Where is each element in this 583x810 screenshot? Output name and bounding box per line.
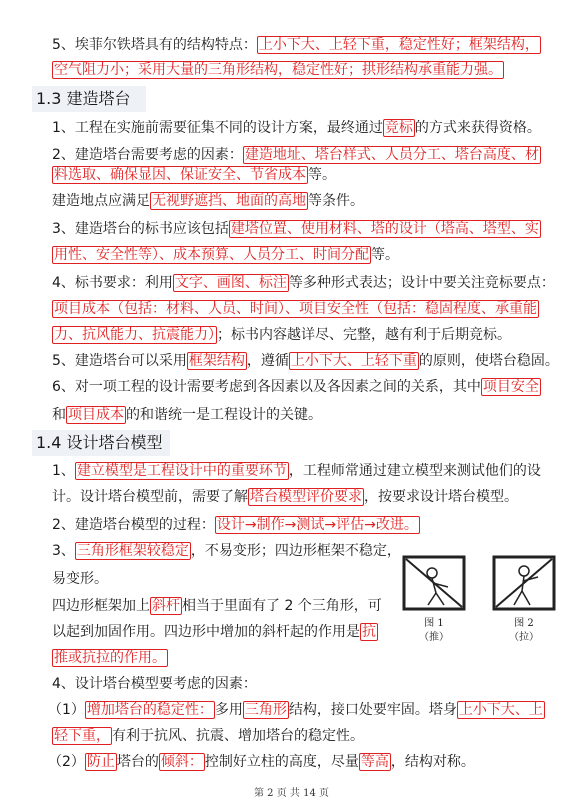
highlight: 项目成本（包括：材料、人员、时间）、项目安全性（包括：稳固程度、承重能 (54, 301, 537, 317)
text: 多用 (214, 702, 243, 718)
paragraph-line (48, 697, 545, 723)
highlight: 抗 (362, 624, 376, 640)
text: 结构，接口处要牢固。塔身 (288, 702, 457, 718)
highlight: 等高 (360, 754, 389, 770)
highlight: 设计→制作→测试→评估→改进。 (216, 517, 418, 533)
paragraph-line (52, 374, 541, 400)
highlight: 斜杆 (152, 598, 180, 614)
paragraph-line (52, 32, 541, 58)
paragraph-line (52, 162, 336, 188)
text: 1、工程在实施前需要征集不同的设计方案，最终通过 (52, 120, 383, 136)
paragraph-line (52, 484, 518, 510)
text: 有利于抗风、抗震、增加塔台的稳定性。 (112, 728, 364, 744)
text: ，遵循 (246, 353, 289, 369)
paragraph-line (52, 57, 504, 83)
text: ，工程师常通过建立模型来测试他们的设 (288, 463, 541, 479)
paragraph-line (52, 619, 378, 645)
paragraph-line (48, 749, 475, 775)
text: 4、标书要求：利用 (52, 275, 173, 291)
paragraph-line (52, 216, 541, 242)
paragraph-line (52, 242, 399, 268)
figure-caption: 图 2 (514, 618, 534, 629)
text: 等。 (308, 167, 336, 183)
text: 5、建造塔台可以采用 (52, 353, 187, 369)
text: 等条件。 (308, 193, 364, 209)
section-heading: 1.3 建造塔台 (32, 86, 146, 112)
text: 易变形。 (52, 571, 108, 587)
text: 1、 (52, 463, 75, 479)
highlight: 轻下重， (54, 728, 110, 744)
text: 等多种形式表达；设计中要关注竞标要点： (288, 275, 555, 291)
highlight: 建立模型是工程设计中的重要环节 (76, 463, 287, 479)
text: 塔台的 (116, 754, 159, 770)
paragraph-line (52, 538, 401, 564)
highlight: 三角形框架较稳定 (76, 543, 189, 559)
highlight: 上小下大、上轻下重 (290, 353, 417, 369)
text: 2、建造塔台模型的过程： (52, 517, 215, 533)
text: 4、设计塔台模型要考虑的因素： (52, 676, 257, 692)
text: ；标书内容越详尽、完整，越有利于后期竞标。 (217, 327, 511, 343)
highlight: 文字、画图、标注 (174, 275, 287, 291)
text: （1） (48, 702, 85, 718)
text: 以起到加固作用。四边形中增加的斜杆起的作用是 (52, 624, 360, 640)
text: 相当于里面有了 2 个三角形，可 (182, 598, 382, 614)
paragraph-line (52, 270, 555, 296)
highlight: 倾斜： (160, 754, 203, 770)
highlight: 力、抗风能力、抗震能力） (54, 327, 215, 343)
highlight: 塔台模型评价要求 (250, 489, 362, 505)
text: ，按要求设计塔台模型。 (364, 489, 518, 505)
highlight: 上小下大、上轻下重，稳定性好；框架结构， (258, 37, 539, 53)
figure-caption: （推） (419, 632, 449, 643)
paragraph-line (52, 115, 541, 141)
text: 和 (52, 407, 66, 423)
highlight: 建造地址、塔台样式、人员分工、塔台高度、材 (244, 147, 539, 163)
section-heading: 1.4 设计塔台模型 (32, 430, 170, 456)
text: 5、埃菲尔铁塔具有的结构特点： (52, 37, 257, 53)
text: ，结构对称。 (390, 754, 475, 770)
paragraph-line (52, 348, 559, 374)
figure-caption: 图 1 (424, 618, 444, 629)
paragraph-line (52, 566, 108, 592)
text: 等。 (371, 247, 399, 263)
paragraph-line (52, 402, 322, 428)
text: 3、 (52, 543, 75, 559)
text: 3、建造塔台的标书应该包括 (52, 221, 229, 237)
paragraph-line (52, 458, 541, 484)
text: 的方式来获得资格。 (414, 120, 541, 136)
highlight: 项目成本 (68, 407, 124, 423)
paragraph-line (52, 512, 420, 538)
highlight: 用性、安全性等）、成本预算、人员分工、时间分配 (54, 247, 369, 263)
highlight: 上小下大、上 (458, 702, 543, 718)
paragraph-line (52, 723, 364, 749)
highlight: 无视野遮挡、地面的高地 (152, 193, 306, 209)
text: 的和谐统一是工程设计的关键。 (126, 407, 322, 423)
paragraph-line (52, 645, 168, 671)
text: 控制好立柱的高度，尽量 (204, 754, 359, 770)
highlight: 竞标 (384, 120, 413, 136)
text: 2、建造塔台需要考虑的因素： (52, 147, 243, 163)
figure-pull-illustration (488, 553, 560, 613)
highlight: 建塔位置、使用材料、塔的设计（塔高、塔型、实 (230, 221, 539, 237)
text: 的原则，使塔台稳固。 (418, 353, 559, 369)
highlight: 料选取、确保显因、保证安全、节省成本 (54, 167, 306, 183)
text: 6、对一项工程的设计需要考虑到各因素以及各因素之间的关系，其中 (52, 379, 481, 395)
highlight: 空气阻力小；采用大量的三角形结构，稳定性好；拱形结构承重能力强。 (54, 62, 502, 78)
text: 建造地点应满足 (52, 193, 150, 209)
page-footer: 第 2 页 共 14 页 (254, 788, 329, 799)
paragraph-line (52, 296, 539, 322)
highlight: 项目安全 (482, 379, 539, 395)
figure-push-illustration (398, 553, 470, 613)
paragraph-line (52, 322, 511, 348)
highlight: 框架结构 (188, 353, 245, 369)
text: 四边形框架加上 (52, 598, 150, 614)
highlight: 增加塔台的稳定性： (86, 702, 213, 718)
paragraph-line (52, 671, 257, 697)
paragraph-line (52, 593, 382, 619)
highlight: 防止 (86, 754, 115, 770)
text: ，不易变形；四边形框架不稳定， (190, 543, 401, 559)
text: （2） (48, 754, 85, 770)
highlight: 三角形 (244, 702, 287, 718)
highlight: 推或抗拉的作用。 (54, 650, 166, 666)
figure-caption: （拉） (509, 632, 539, 643)
paragraph-line (52, 188, 364, 214)
text: 计。设计塔台模型前，需要了解 (52, 489, 248, 505)
